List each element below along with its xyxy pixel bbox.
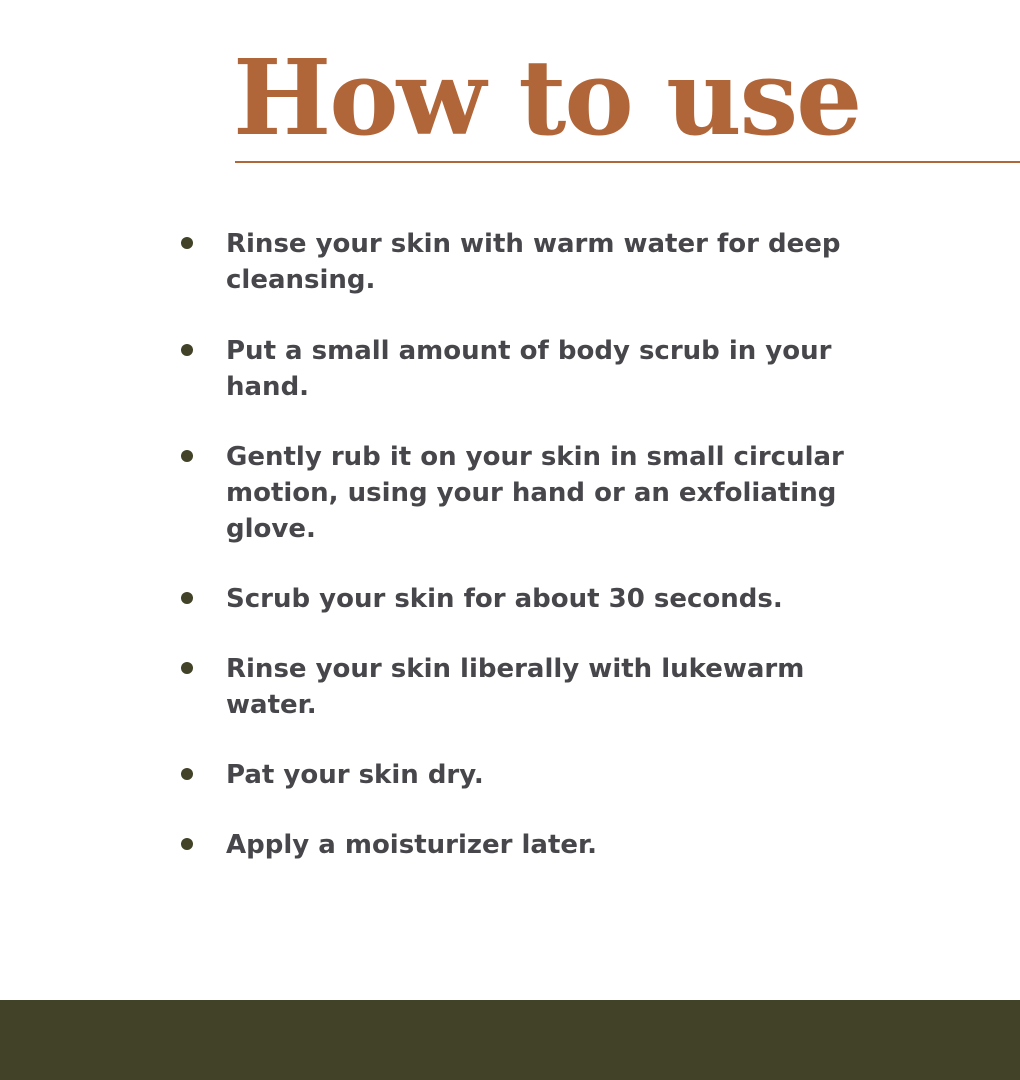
- list-item: [180, 581, 880, 617]
- bullet-icon: [181, 344, 193, 356]
- title-underline: [235, 161, 1020, 163]
- bullet-icon: [181, 450, 193, 462]
- step-text: Rinse your skin with warm water for deep cleansing.: [226, 229, 841, 295]
- step-text: Gently rub it on your skin in small circular motion, using your hand or an exfoliating glove.: [226, 442, 844, 544]
- list-item: [180, 757, 880, 793]
- list-item: [180, 827, 880, 863]
- list-item: [180, 439, 880, 547]
- step-text: Pat your skin dry.: [226, 760, 484, 790]
- bullet-icon: [181, 662, 193, 674]
- list-item: [180, 651, 880, 723]
- bullet-icon: [181, 592, 193, 604]
- step-text: Apply a moisturizer later.: [226, 830, 598, 860]
- list-item: [180, 226, 880, 298]
- bullet-icon: [181, 838, 193, 850]
- footer-band: [0, 1000, 1020, 1080]
- step-text: Scrub your skin for about 30 seconds.: [226, 584, 783, 614]
- page-title: How to use: [233, 36, 861, 159]
- step-text: Put a small amount of body scrub in your hand.: [226, 336, 832, 402]
- bullet-icon: [181, 768, 193, 780]
- list-item: [180, 333, 880, 405]
- bullet-icon: [181, 237, 193, 249]
- step-text: Rinse your skin liberally with lukewarm water.: [226, 654, 805, 720]
